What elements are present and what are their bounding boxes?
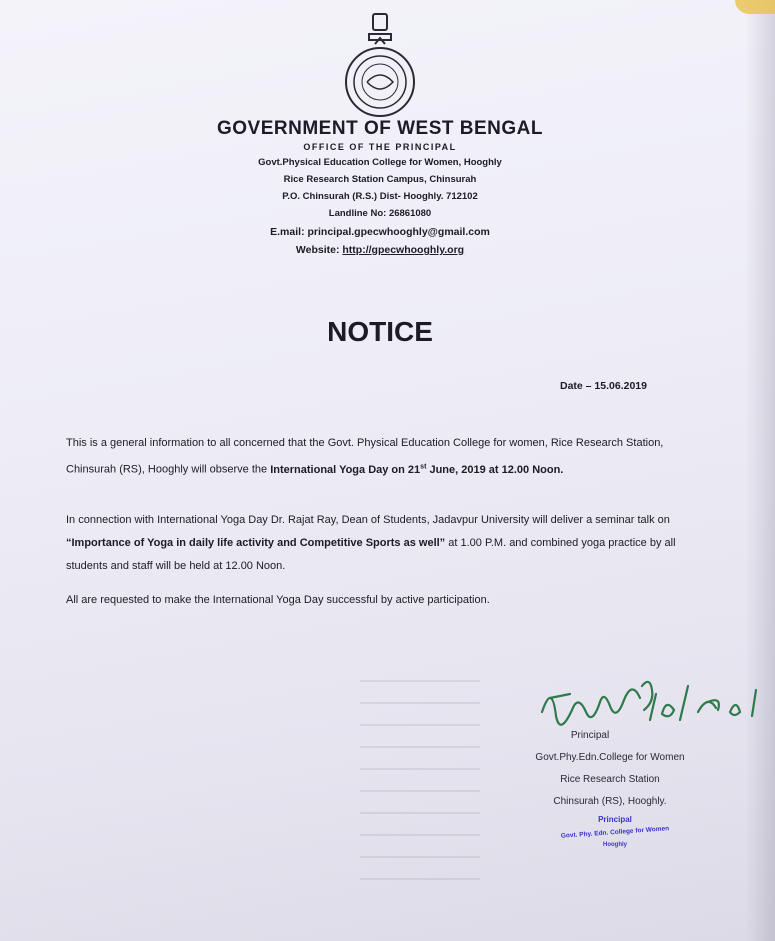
paragraph-2 [66,509,716,578]
p1-bold-end: June, 2019 at 12.00 Noon. [426,463,564,476]
government-title: GOVERNMENT OF WEST BENGAL [217,118,543,139]
p2-text-end: at 1.00 P.M. and combined yoga practice by all students and staff will be held at 12.00 Noon. [66,537,676,572]
paragraph-1 [66,432,716,482]
college-name: Govt.Physical Education College for Women, Hooghly [258,157,502,168]
website-link[interactable]: http://gpecwhooghly.org [342,244,465,256]
p1-bold [270,464,563,476]
paper-corner-object [735,0,775,14]
signature-college: Govt.Phy.Edn.College for Women [535,752,685,763]
signature-station: Rice Research Station [560,774,660,785]
email-line: E.mail: principal.gpecwhooghly@gmail.com [270,226,490,238]
paragraph-3: All are requested to make the International Yoga Day successful by active participation. [66,594,490,606]
office-line: OFFICE OF THE PRINCIPAL [303,142,457,152]
stamp-title: Principal [598,815,632,824]
p1-sup: st [420,463,427,470]
p1-text: This is a general information to all concerned that the Govt. Physical Education College for women, Rice Research Station, Chinsurah (RS), Hooghly will observe the [66,437,664,476]
p1-bold-main: International Yoga Day on 21 [270,463,421,476]
state-emblem-icon [335,10,425,120]
principal-role: Principal [570,730,610,741]
stamp-place: Hooghly [603,842,627,848]
p2-seminar-title: “Importance of Yoga in daily life activity and Competitive Sports as well” [66,537,446,549]
notice-title: NOTICE [327,316,433,347]
notice-date: Date – 15.06.2019 [560,380,647,392]
website-label: Website: [295,244,340,256]
stamp-college: Govt. Phy. Edn. College for Women [560,825,670,840]
postal-address: P.O. Chinsurah (R.S.) Dist- Hooghly. 712102 [282,191,478,202]
campus-line: Rice Research Station Campus, Chinsurah [283,174,477,185]
signature-location: Chinsurah (RS), Hooghly. [553,796,667,807]
p2-text-start: In connection with International Yoga Day Dr. Rajat Ray, Dean of Students, Jadavpur University will deliver a seminar talk on [66,514,670,526]
website-line [0,244,760,256]
landline-number: Landline No: 26861080 [328,208,432,219]
show-through-text [360,680,480,880]
